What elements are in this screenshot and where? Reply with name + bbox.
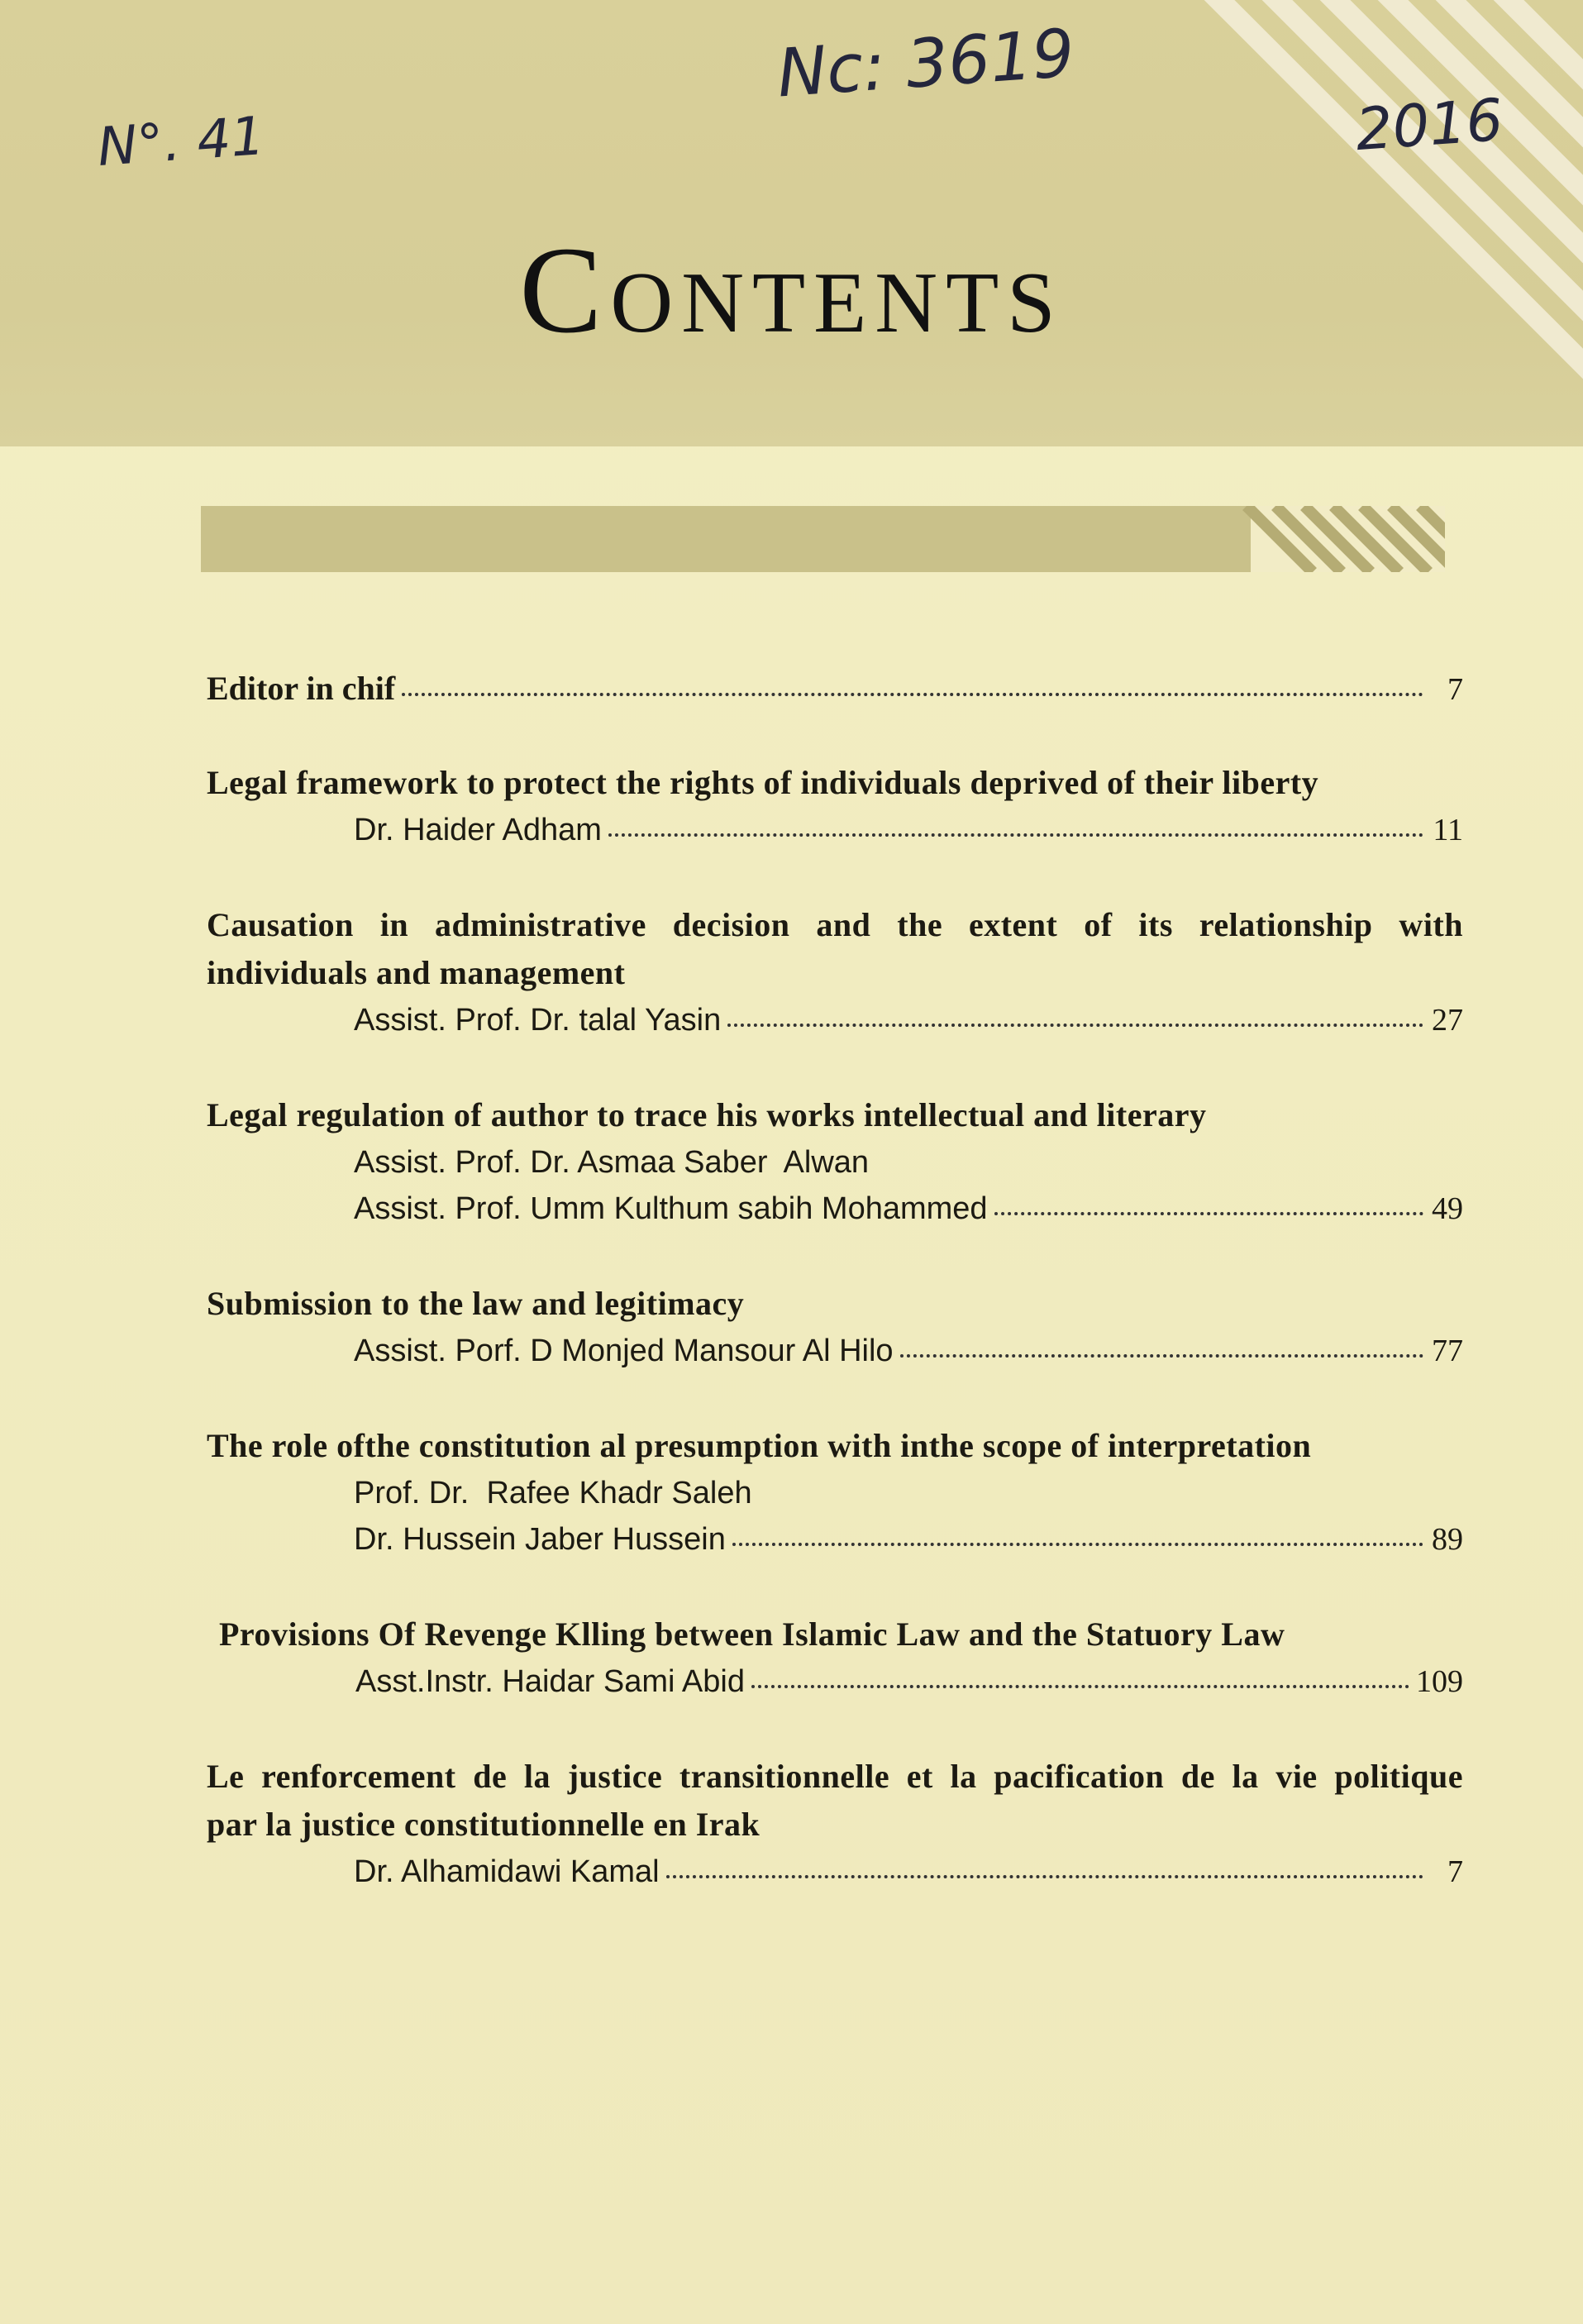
section-divider [201,506,1445,572]
toc-entry-title-continued: individuals and management [207,954,626,991]
toc-page-number: 7 [1447,672,1463,707]
toc-page-number: 7 [1447,1854,1463,1889]
toc-entry [207,1422,1463,1563]
toc-entry [207,666,1463,713]
toc-author-line [207,1849,1463,1895]
toc-entry [207,1280,1463,1374]
toc-entry-line [207,666,1463,713]
toc-entry [207,1091,1463,1232]
handwritten-issue-number: N°. 41 [95,106,267,179]
toc-entry-title: Provisions Of Revenge Klling between Islamic Law and the Statuory Law [219,1615,1285,1653]
toc-author-line [219,1658,1463,1705]
dot-leader [732,1541,1423,1546]
dot-leader [727,1022,1423,1027]
toc-page-number: 27 [1432,1003,1463,1038]
toc-entry-title: Editor in chif [207,670,396,707]
toc-page-number: 11 [1433,813,1463,847]
toc-author: Dr. Haider Adham [354,813,602,847]
toc-page-number: 77 [1432,1334,1463,1368]
toc-entry [207,1753,1463,1895]
handwritten-catalog-number: Nc: 3619 [775,14,1077,112]
dot-leader [900,1353,1423,1358]
toc-page-number: 109 [1416,1664,1463,1699]
header-band [0,0,1583,446]
toc-entry [207,759,1463,853]
handwritten-year: 2016 [1353,85,1505,165]
toc-author-line [207,807,1463,853]
dot-leader [994,1210,1423,1215]
dot-leader [402,691,1423,696]
toc-entry-title: Submission to the law and legitimacy [207,1285,745,1322]
toc-author: Dr. Alhamidawi Kamal [354,1854,660,1889]
dot-leader [608,832,1423,837]
page-title: Contents [519,222,1064,359]
toc-author-line [207,1139,1463,1186]
toc-author: Prof. Dr. Rafee Khadr Saleh [354,1476,752,1510]
toc-author-line [207,997,1463,1043]
toc-author: Assist. Prof. Dr. talal Yasin [354,1003,722,1038]
toc-entry-title: The role ofthe constitution al presumption with inthe scope of interpretation [207,1427,1312,1464]
toc-author-line [207,1516,1463,1563]
divider-stripes-decoration [201,506,1445,572]
toc-author: Assist. Prof. Umm Kulthum sabih Mohammed [354,1191,988,1226]
toc-author: Assist. Porf. D Monjed Mansour Al Hilo [354,1334,894,1368]
toc-page-number: 49 [1432,1191,1463,1226]
toc-entry-title: Legal regulation of author to trace his works intellectual and literary [207,1096,1207,1133]
dot-leader [751,1683,1409,1688]
toc-entry-title: Le renforcement de la justice transitionnelle et la pacification de la vie politique [207,1758,1463,1795]
toc-page-number: 89 [1432,1522,1463,1557]
toc-author-line [207,1328,1463,1374]
toc-author: Dr. Hussein Jaber Hussein [354,1522,726,1557]
toc-entry-title: Causation in administrative decision and the extent of its relationship with [207,906,1463,943]
table-of-contents [207,666,1463,1895]
toc-author: Asst.Instr. Haidar Sami Abid [355,1664,745,1699]
toc-author: Assist. Prof. Dr. Asmaa Saber Alwan [354,1145,870,1180]
toc-author-line [207,1470,1463,1516]
toc-entry-title-continued: par la justice constitutionnelle en Irak [207,1806,761,1843]
toc-entry [207,1611,1463,1705]
dot-leader [666,1873,1423,1878]
toc-author-line [207,1186,1463,1232]
toc-entry [207,901,1463,1043]
toc-entry-title: Legal framework to protect the rights of individuals deprived of their liberty [207,764,1319,801]
